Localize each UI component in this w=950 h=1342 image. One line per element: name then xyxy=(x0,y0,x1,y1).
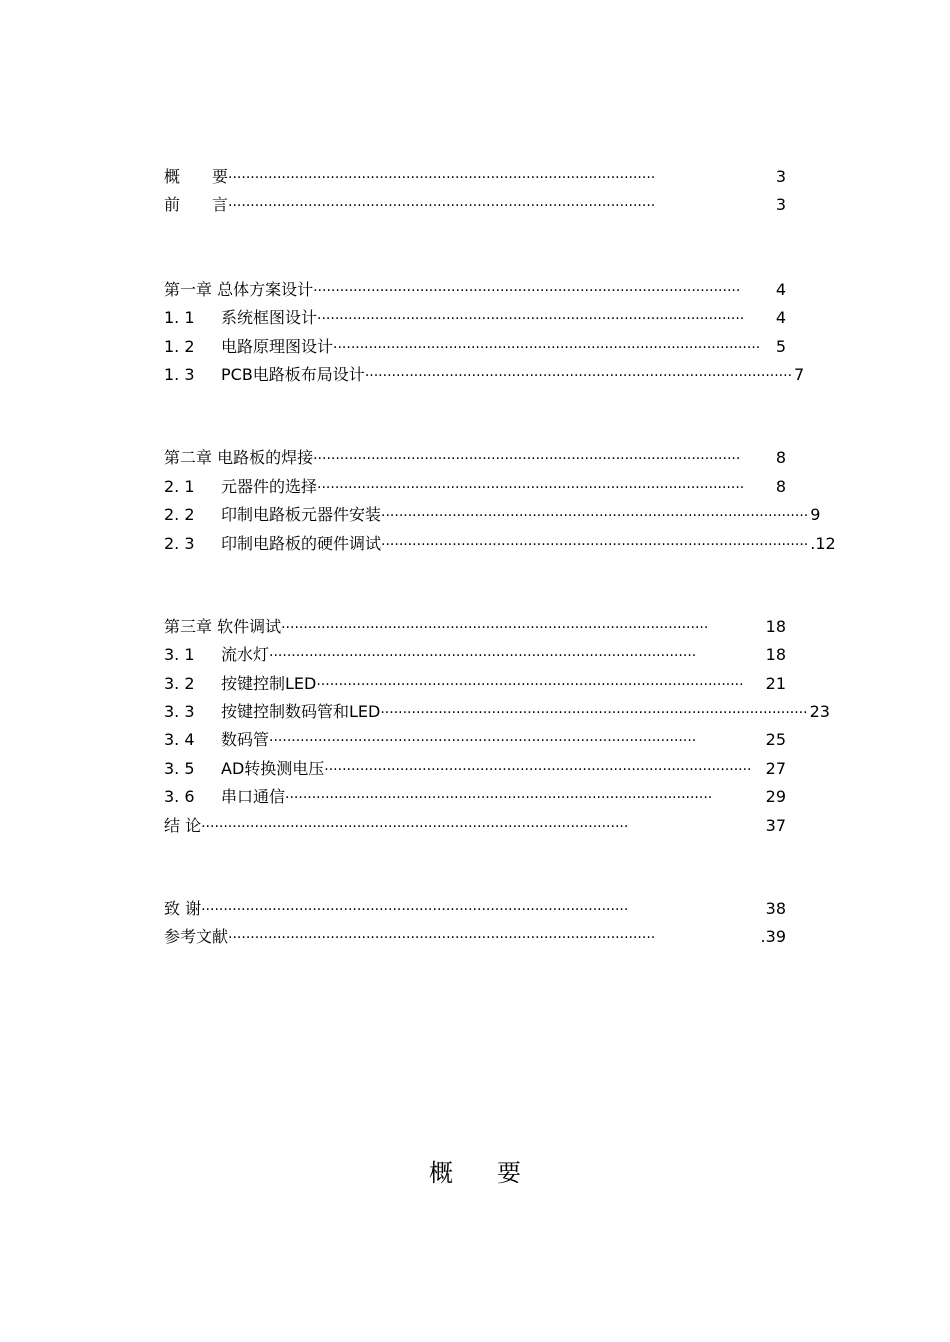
toc-page-number: 29 xyxy=(765,787,786,807)
toc-page-number: 4 xyxy=(775,308,786,328)
toc-page-number: 5 xyxy=(775,336,786,356)
toc-entry-acknowledgements[interactable] xyxy=(164,895,786,923)
toc-leader-dots: ································································································ xyxy=(281,619,709,636)
toc-leader-dots: ································································································ xyxy=(313,282,741,299)
toc-page-number: 4 xyxy=(775,279,786,299)
toc-page-number: 3 xyxy=(775,195,786,215)
toc-leader-dots: ································································································ xyxy=(364,367,793,384)
toc-leader-dots: ································································································ xyxy=(317,479,745,496)
toc-chapter-title: 第三章 软件调试 xyxy=(164,616,282,636)
toc-section-label: 按键控制数码管和LED xyxy=(221,702,381,722)
toc-section-3-3[interactable] xyxy=(164,698,830,726)
toc-leader-dots: ································································································ xyxy=(324,761,752,778)
toc-section-number: 1. 3 xyxy=(164,364,195,384)
toc-section-number: 3. 4 xyxy=(164,730,195,750)
toc-page-number: 23 xyxy=(809,702,830,722)
toc-section-label: AD转换测电压 xyxy=(221,758,325,778)
toc-page-number: 9 xyxy=(810,505,821,525)
toc-leader-dots: ································································································ xyxy=(228,198,656,215)
toc-entry-references[interactable] xyxy=(164,923,786,951)
toc-section-2-2[interactable] xyxy=(164,501,821,529)
toc-section-number: 3. 5 xyxy=(164,758,195,778)
toc-page-number: 25 xyxy=(765,730,786,750)
toc-section-number: 2. 3 xyxy=(164,533,195,553)
toc-chapter-2[interactable] xyxy=(164,444,786,472)
toc-section-2-3[interactable] xyxy=(164,530,836,558)
toc-section-label: 数码管 xyxy=(221,730,270,750)
toc-leader-dots: ································································································ xyxy=(333,339,761,356)
toc-entry-label: 结 论 xyxy=(164,815,202,835)
toc-entry-label: 致 谢 xyxy=(164,899,202,919)
toc-page-number: 27 xyxy=(765,758,786,778)
toc-entry-label: 参考文献 xyxy=(164,927,229,947)
toc-leader-dots: ································································································ xyxy=(317,311,745,328)
toc-leader-dots: ································································································ xyxy=(285,790,713,807)
toc-section-number: 3. 3 xyxy=(164,702,195,722)
toc-section-number: 3. 2 xyxy=(164,673,195,693)
toc-entry-label: 前 言 xyxy=(164,195,229,215)
toc-entry-preface[interactable] xyxy=(164,191,786,219)
toc-entry-summary[interactable] xyxy=(164,163,786,191)
toc-page-number: 18 xyxy=(765,645,786,665)
toc-page-number: 38 xyxy=(765,899,786,919)
toc-chapter-3[interactable] xyxy=(164,613,786,641)
toc-section-label: 按键控制LED xyxy=(221,673,317,693)
toc-page-number: 37 xyxy=(765,815,786,835)
toc-page-number: 8 xyxy=(775,448,786,468)
toc-section-label: 印制电路板元器件安装 xyxy=(221,505,382,525)
toc-section-1-3[interactable] xyxy=(164,361,805,389)
toc-section-number: 2. 1 xyxy=(164,476,195,496)
toc-page-number: 21 xyxy=(765,673,786,693)
toc-section-number: 1. 1 xyxy=(164,308,195,328)
toc-section-3-5[interactable] xyxy=(164,755,786,783)
toc-leader-dots: ································································································ xyxy=(201,902,629,919)
toc-section-1-2[interactable] xyxy=(164,333,786,361)
toc-leader-dots: ································································································ xyxy=(228,170,656,186)
toc-chapter-1[interactable] xyxy=(164,276,786,304)
toc-section-label: 串口通信 xyxy=(221,787,286,807)
toc-section-number: 3. 1 xyxy=(164,645,195,665)
toc-leader-dots: ································································································ xyxy=(269,648,697,665)
toc-entry-conclusion[interactable] xyxy=(164,812,786,840)
toc-section-3-6[interactable] xyxy=(164,783,786,811)
toc-leader-dots: ································································································ xyxy=(380,705,808,722)
table-of-contents xyxy=(164,163,836,952)
toc-leader-dots: ································································································ xyxy=(381,536,809,553)
toc-section-label: 流水灯 xyxy=(221,645,270,665)
toc-page-number: .12 xyxy=(810,533,836,553)
toc-section-label: 系统框图设计 xyxy=(221,308,318,328)
toc-section-label: 电路原理图设计 xyxy=(221,336,334,356)
toc-section-2-1[interactable] xyxy=(164,473,786,501)
toc-leader-dots: ································································································ xyxy=(381,508,809,525)
toc-section-number: 3. 6 xyxy=(164,787,195,807)
toc-section-3-4[interactable] xyxy=(164,726,786,754)
toc-section-1-1[interactable] xyxy=(164,304,786,332)
toc-section-number: 2. 2 xyxy=(164,505,195,525)
toc-chapter-title: 第一章 总体方案设计 xyxy=(164,279,314,299)
toc-chapter-title: 第二章 电路板的焊接 xyxy=(164,448,314,468)
toc-page-number: .39 xyxy=(760,927,786,947)
toc-leader-dots: ································································································ xyxy=(313,451,741,468)
toc-section-3-2[interactable] xyxy=(164,670,786,698)
toc-leader-dots: ································································································ xyxy=(201,818,629,835)
toc-page-number: 8 xyxy=(775,476,786,496)
toc-section-label: PCB电路板布局设计 xyxy=(221,364,365,384)
toc-leader-dots: ································································································ xyxy=(269,733,697,750)
toc-page-number: 7 xyxy=(794,364,805,384)
toc-leader-dots: ································································································ xyxy=(228,930,656,947)
section-heading: 概要 xyxy=(429,1159,565,1187)
toc-entry-label: 概 要 xyxy=(164,167,229,186)
toc-leader-dots: ································································································ xyxy=(316,676,744,693)
toc-page-number: 3 xyxy=(775,167,786,186)
toc-section-label: 印制电路板的硬件调试 xyxy=(221,533,382,553)
toc-section-3-1[interactable] xyxy=(164,641,786,669)
toc-section-number: 1. 2 xyxy=(164,336,195,356)
toc-page-number: 18 xyxy=(765,616,786,636)
toc-section-label: 元器件的选择 xyxy=(221,476,318,496)
